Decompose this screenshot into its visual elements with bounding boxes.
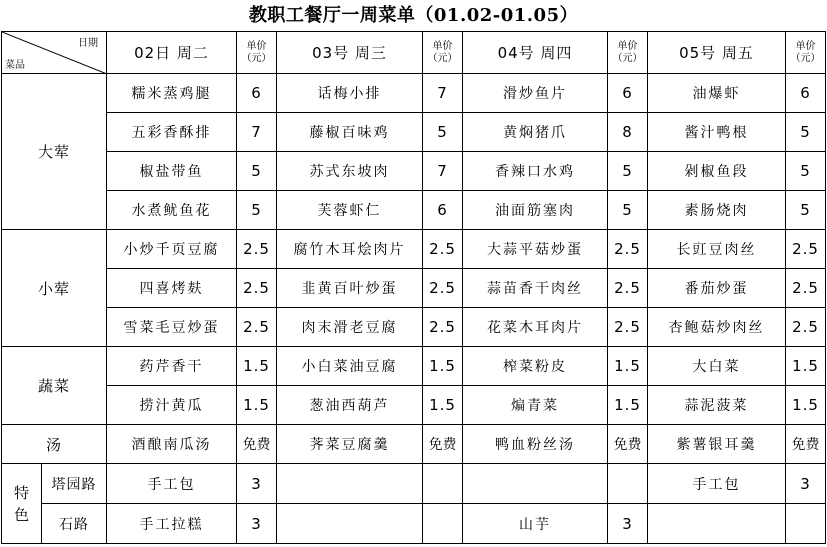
price-cell: 6 xyxy=(237,74,277,113)
dish-cell: 花菜木耳肉片 xyxy=(463,308,608,347)
location-cell: 石路 xyxy=(42,504,107,544)
category-dahun: 大荤 xyxy=(2,74,107,230)
dish-cell: 黄焖猪爪 xyxy=(463,113,608,152)
table-row xyxy=(2,347,826,386)
day-header: 02日 周二 xyxy=(107,32,237,74)
price-cell: 2.5 xyxy=(237,269,277,308)
dish-cell: 葱油西葫芦 xyxy=(277,386,423,425)
empty-cell xyxy=(277,504,423,544)
day-header: 04号 周四 xyxy=(463,32,608,74)
dish-cell: 酱汁鸭根 xyxy=(648,113,786,152)
empty-cell xyxy=(463,464,608,504)
dish-cell: 雪菜毛豆炒蛋 xyxy=(107,308,237,347)
price-cell: 2.5 xyxy=(786,269,826,308)
price-cell: 6 xyxy=(423,191,463,230)
category-tang: 汤 xyxy=(2,425,107,464)
category-tese: 特 色 xyxy=(2,464,42,544)
corner-date-label: 日期 xyxy=(78,38,98,49)
dish-cell: 韭黄百叶炒蛋 xyxy=(277,269,423,308)
price-cell: 1.5 xyxy=(423,386,463,425)
empty-cell xyxy=(423,504,463,544)
dish-cell: 捞汁黄瓜 xyxy=(107,386,237,425)
price-cell: 3 xyxy=(237,504,277,544)
dish-cell: 番茄炒蛋 xyxy=(648,269,786,308)
price-cell: 免费 xyxy=(423,425,463,464)
dish-cell: 荠菜豆腐羹 xyxy=(277,425,423,464)
dish-cell: 油爆虾 xyxy=(648,74,786,113)
price-cell: 3 xyxy=(786,464,826,504)
price-cell: 1.5 xyxy=(608,386,648,425)
dish-cell: 大白菜 xyxy=(648,347,786,386)
empty-cell xyxy=(648,504,786,544)
menu-table xyxy=(1,31,826,544)
price-cell: 1.5 xyxy=(237,347,277,386)
price-cell: 2.5 xyxy=(608,308,648,347)
price-cell: 免费 xyxy=(608,425,648,464)
price-cell: 7 xyxy=(237,113,277,152)
dish-cell: 杏鲍菇炒肉丝 xyxy=(648,308,786,347)
price-cell: 免费 xyxy=(237,425,277,464)
price-cell: 7 xyxy=(423,152,463,191)
dish-cell: 椒盐带鱼 xyxy=(107,152,237,191)
day-header: 03号 周三 xyxy=(277,32,423,74)
table-row xyxy=(2,425,826,464)
unit-price-header: 单价 （元） xyxy=(423,32,463,74)
price-cell: 1.5 xyxy=(786,386,826,425)
dish-cell: 蒜泥菠菜 xyxy=(648,386,786,425)
price-cell: 5 xyxy=(608,191,648,230)
empty-cell xyxy=(608,464,648,504)
header-row xyxy=(2,32,826,74)
dish-cell: 藤椒百味鸡 xyxy=(277,113,423,152)
table-row xyxy=(2,230,826,269)
price-cell: 5 xyxy=(786,191,826,230)
table-row xyxy=(2,504,826,544)
unit-price-header: 单价 （元） xyxy=(786,32,826,74)
price-cell: 5 xyxy=(608,152,648,191)
price-cell: 2.5 xyxy=(423,269,463,308)
table-row xyxy=(2,386,826,425)
price-cell: 2.5 xyxy=(423,308,463,347)
dish-cell: 手工包 xyxy=(648,464,786,504)
dish-cell: 话梅小排 xyxy=(277,74,423,113)
dish-cell: 五彩香酥排 xyxy=(107,113,237,152)
price-cell: 2.5 xyxy=(608,230,648,269)
table-row xyxy=(2,152,826,191)
dish-cell: 油面筋塞肉 xyxy=(463,191,608,230)
price-cell: 2.5 xyxy=(608,269,648,308)
dish-cell: 素肠烧肉 xyxy=(648,191,786,230)
dish-cell: 腐竹木耳烩肉片 xyxy=(277,230,423,269)
category-shucai: 蔬菜 xyxy=(2,347,107,425)
unit-price-header: 单价 （元） xyxy=(608,32,648,74)
price-cell: 6 xyxy=(608,74,648,113)
price-cell: 2.5 xyxy=(237,308,277,347)
table-row xyxy=(2,74,826,113)
price-cell: 2.5 xyxy=(423,230,463,269)
dish-cell: 大蒜平菇炒蛋 xyxy=(463,230,608,269)
dish-cell: 香辣口水鸡 xyxy=(463,152,608,191)
empty-cell xyxy=(277,464,423,504)
price-cell: 5 xyxy=(786,152,826,191)
dish-cell: 长豇豆肉丝 xyxy=(648,230,786,269)
dish-cell: 水煮鱿鱼花 xyxy=(107,191,237,230)
price-cell: 1.5 xyxy=(423,347,463,386)
page-title: 教职工餐厅一周菜单（01.02-01.05） xyxy=(248,5,579,26)
dish-cell: 榨菜粉皮 xyxy=(463,347,608,386)
table-row xyxy=(2,308,826,347)
dish-cell: 蒜苗香干肉丝 xyxy=(463,269,608,308)
price-cell: 5 xyxy=(786,113,826,152)
dish-cell: 手工包 xyxy=(107,464,237,504)
dish-cell: 鸭血粉丝汤 xyxy=(463,425,608,464)
dish-cell: 煸青菜 xyxy=(463,386,608,425)
price-cell: 7 xyxy=(423,74,463,113)
empty-cell xyxy=(786,504,826,544)
price-cell: 2.5 xyxy=(786,230,826,269)
table-row xyxy=(2,464,826,504)
price-cell: 1.5 xyxy=(608,347,648,386)
corner-cell xyxy=(2,32,107,74)
day-header: 05号 周五 xyxy=(648,32,786,74)
dish-cell: 芙蓉虾仁 xyxy=(277,191,423,230)
table-row xyxy=(2,191,826,230)
unit-price-header: 单价 （元） xyxy=(237,32,277,74)
dish-cell: 山芋 xyxy=(463,504,608,544)
dish-cell: 紫薯银耳羹 xyxy=(648,425,786,464)
dish-cell: 小白菜油豆腐 xyxy=(277,347,423,386)
dish-cell: 酒酿南瓜汤 xyxy=(107,425,237,464)
price-cell: 1.5 xyxy=(237,386,277,425)
dish-cell: 四喜烤麸 xyxy=(107,269,237,308)
location-cell: 塔园路 xyxy=(42,464,107,504)
dish-cell: 苏式东坡肉 xyxy=(277,152,423,191)
price-cell: 5 xyxy=(423,113,463,152)
price-cell: 3 xyxy=(608,504,648,544)
dish-cell: 小炒千页豆腐 xyxy=(107,230,237,269)
empty-cell xyxy=(423,464,463,504)
table-row xyxy=(2,113,826,152)
price-cell: 2.5 xyxy=(237,230,277,269)
dish-cell: 滑炒鱼片 xyxy=(463,74,608,113)
price-cell: 6 xyxy=(786,74,826,113)
dish-cell: 手工拉糕 xyxy=(107,504,237,544)
price-cell: 5 xyxy=(237,152,277,191)
corner-dish-label: 菜品 xyxy=(5,60,25,71)
price-cell: 5 xyxy=(237,191,277,230)
price-cell: 1.5 xyxy=(786,347,826,386)
category-xiaohun: 小荤 xyxy=(2,230,107,347)
dish-cell: 糯米蒸鸡腿 xyxy=(107,74,237,113)
price-cell: 免费 xyxy=(786,425,826,464)
dish-cell: 药芹香干 xyxy=(107,347,237,386)
price-cell: 3 xyxy=(237,464,277,504)
price-cell: 2.5 xyxy=(786,308,826,347)
table-row xyxy=(2,269,826,308)
dish-cell: 肉末滑老豆腐 xyxy=(277,308,423,347)
price-cell: 8 xyxy=(608,113,648,152)
dish-cell: 剁椒鱼段 xyxy=(648,152,786,191)
